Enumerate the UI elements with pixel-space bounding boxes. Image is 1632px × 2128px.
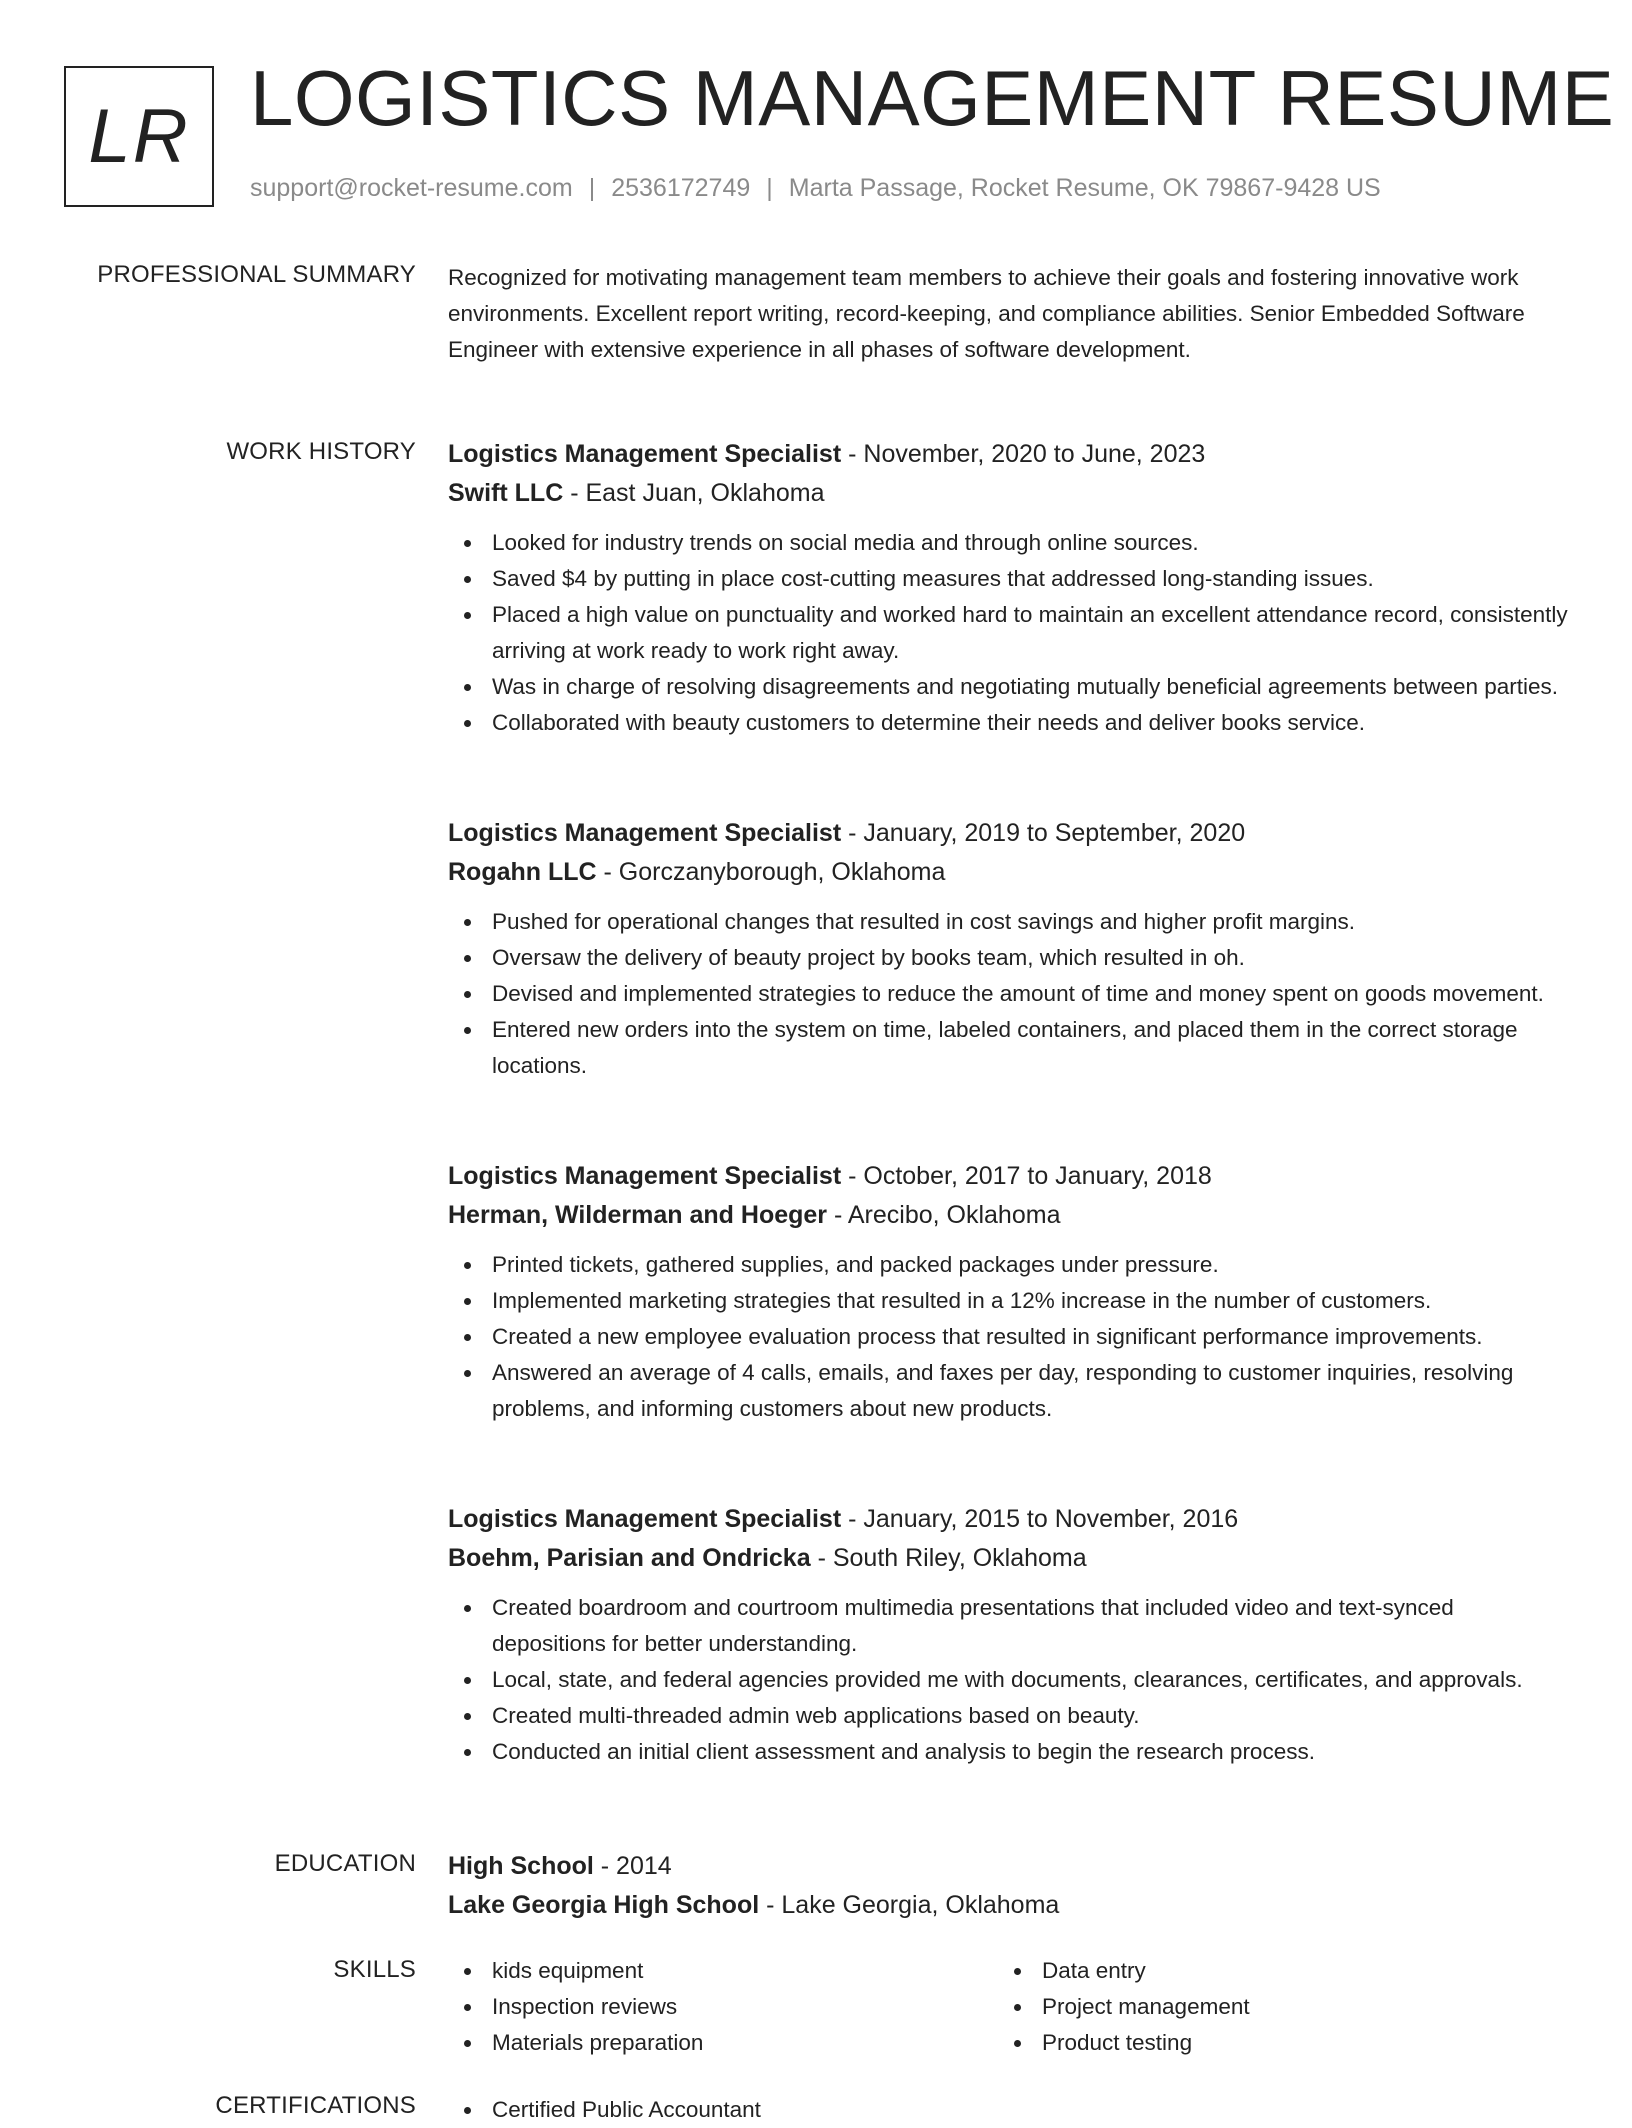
summary-text: Recognized for motivating management team members to achieve their goals and fostering innovative work environments. Excellent report writing, record-keeping, and compliance abilities. Senior Embedded Software Engineer with extensive experience in all phases of software development.	[448, 265, 1525, 362]
contact-phone: 2536172749	[611, 174, 751, 202]
bullet-item: Devised and implemented strategies to reduce the amount of time and money spent on goods movement.	[448, 976, 1568, 1012]
bullet-item: Created multi-threaded admin web applications based on beauty.	[448, 1698, 1568, 1734]
degree-year: - 2014	[593, 1852, 672, 1880]
company-location: - East Juan, Oklahoma	[563, 479, 825, 507]
bullet-item: Printed tickets, gathered supplies, and packed packages under pressure.	[448, 1247, 1568, 1283]
job-title: Logistics Management Specialist	[448, 1505, 842, 1533]
bullet-item: Implemented marketing strategies that resulted in a 12% increase in the number of customers.	[448, 1283, 1568, 1319]
degree-line	[448, 1847, 1568, 1886]
skill-item: Data entry	[998, 1953, 1548, 1989]
skill-item: Inspection reviews	[448, 1989, 998, 2025]
company-name: Boehm, Parisian and Ondricka	[448, 1544, 811, 1572]
bullet-item: Conducted an initial client assessment and analysis to begin the research process.	[448, 1734, 1568, 1770]
bullet-item: Local, state, and federal agencies provided me with documents, clearances, certificates, and approvals.	[448, 1662, 1568, 1698]
company-location: - Gorczanyborough, Oklahoma	[596, 858, 946, 886]
bullet-item: Placed a high value on punctuality and worked hard to maintain an excellent attendance record, consistently arriving at work ready to work right away.	[448, 597, 1568, 669]
work-history-body	[448, 435, 1568, 1770]
job-bullets	[448, 1590, 1568, 1770]
school-line	[448, 1886, 1568, 1925]
degree-name: High School	[448, 1852, 594, 1880]
job-dates: - October, 2017 to January, 2018	[841, 1162, 1212, 1190]
company-name: Rogahn LLC	[448, 858, 597, 886]
skill-item: Project management	[998, 1989, 1548, 2025]
job-entry	[448, 1157, 1568, 1500]
section-label-skills: SKILLS	[333, 1956, 416, 1983]
monogram-logo: LR	[64, 66, 214, 207]
certifications-body	[448, 2092, 1568, 2128]
resume-title: LOGISTICS MANAGEMENT RESUME	[250, 54, 1615, 142]
education-body	[448, 1847, 1568, 1925]
bullet-item: Oversaw the delivery of beauty project by books team, which resulted in oh.	[448, 940, 1568, 976]
company-location: - Arecibo, Oklahoma	[827, 1201, 1061, 1229]
bullet-item: Looked for industry trends on social media and through online sources.	[448, 525, 1568, 561]
job-title-line	[448, 1500, 1568, 1539]
job-entry	[448, 814, 1568, 1157]
certifications-list	[448, 2092, 1568, 2128]
company-location: - South Riley, Oklahoma	[810, 1544, 1087, 1572]
school-location: - Lake Georgia, Oklahoma	[759, 1891, 1060, 1919]
company-line	[448, 1539, 1568, 1578]
bullet-item: Was in charge of resolving disagreements and negotiating mutually beneficial agreements between parties.	[448, 669, 1568, 705]
skills-body	[448, 1953, 1568, 2061]
contact-email: support@rocket-resume.com	[250, 174, 573, 202]
job-title: Logistics Management Specialist	[448, 440, 842, 468]
job-title-line	[448, 435, 1568, 474]
bullet-item: Answered an average of 4 calls, emails, and faxes per day, responding to customer inquiries, resolving problems, and informing customers about new products.	[448, 1355, 1568, 1427]
job-dates: - January, 2015 to November, 2016	[841, 1505, 1239, 1533]
bullet-item: Entered new orders into the system on time, labeled containers, and placed them in the correct storage locations.	[448, 1012, 1568, 1084]
contact-address: Marta Passage, Rocket Resume, OK 79867-9428 US	[788, 174, 1381, 202]
contact-line	[250, 174, 1381, 203]
job-bullets	[448, 1247, 1568, 1427]
bullet-item: Created a new employee evaluation process that resulted in significant performance improvements.	[448, 1319, 1568, 1355]
contact-separator: |	[766, 174, 773, 202]
certification-item: Certified Public Accountant	[448, 2092, 1568, 2128]
job-entry	[448, 1500, 1568, 1770]
job-title: Logistics Management Specialist	[448, 1162, 842, 1190]
job-title: Logistics Management Specialist	[448, 819, 842, 847]
bullet-item: Collaborated with beauty customers to determine their needs and deliver books service.	[448, 705, 1568, 741]
job-bullets	[448, 904, 1568, 1084]
company-name: Swift LLC	[448, 479, 564, 507]
skill-item: Materials preparation	[448, 2025, 998, 2061]
skills-list-right	[998, 1953, 1548, 2061]
company-line	[448, 853, 1568, 892]
company-line	[448, 1196, 1568, 1235]
school-name: Lake Georgia High School	[448, 1891, 760, 1919]
section-label-certifications: CERTIFICATIONS	[215, 2092, 416, 2119]
skill-item: kids equipment	[448, 1953, 998, 1989]
job-entry	[448, 435, 1568, 779]
company-line	[448, 474, 1568, 513]
skill-item: Product testing	[998, 2025, 1548, 2061]
section-label-summary: PROFESSIONAL SUMMARY	[97, 261, 416, 288]
job-title-line	[448, 814, 1568, 853]
company-name: Herman, Wilderman and Hoeger	[448, 1201, 828, 1229]
job-dates: - November, 2020 to June, 2023	[841, 440, 1206, 468]
bullet-item: Pushed for operational changes that resulted in cost savings and higher profit margins.	[448, 904, 1568, 940]
section-label-work-history: WORK HISTORY	[226, 438, 416, 465]
skills-columns	[448, 1953, 1568, 2061]
contact-separator: |	[588, 174, 596, 202]
job-bullets	[448, 525, 1568, 741]
job-title-line	[448, 1157, 1568, 1196]
section-label-education: EDUCATION	[274, 1850, 416, 1877]
skills-list-left	[448, 1953, 998, 2061]
job-dates: - January, 2019 to September, 2020	[841, 819, 1246, 847]
bullet-item: Created boardroom and courtroom multimedia presentations that included video and text-synced depositions for better understanding.	[448, 1590, 1568, 1662]
bullet-item: Saved $4 by putting in place cost-cutting measures that addressed long-standing issues.	[448, 561, 1568, 597]
